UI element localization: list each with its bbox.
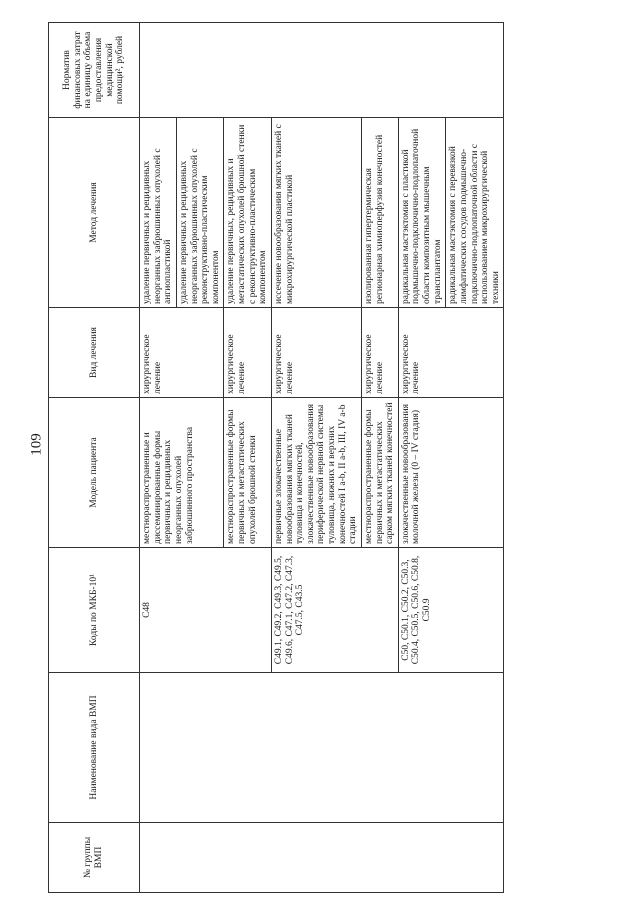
header-norm: Норматив финансовых затрат на единицу объема предоставления медицинской помощи², рублей: [49, 23, 140, 118]
model-cell: местнораспространенные и диссеминированные формы первичных и рецидивных неорганных опухолей забрюшинного пространства: [140, 398, 224, 548]
method-cell: радикальная мастэктомия с пластикой подмышечно-подключично-подлопаточной области композитным мышечным трансплантатом: [398, 118, 446, 308]
method-cell: радикальная мастэктомия с перевязкой лимфатических сосудов подмышечно-подключично-подлопаточной области с использованием микрохирургической техники: [446, 118, 504, 308]
treatment-cell: хирургическое лечение: [398, 308, 504, 398]
treatment-cell: хирургическое лечение: [271, 308, 361, 398]
method-cell: удаление первичных и рецидивных неорганных забрюшинных опухолей с ангиопластикой: [140, 118, 177, 308]
page-number: 109: [28, 433, 45, 456]
model-cell: первичные злокачественные новообразования мягких тканей туловища и конечностей, злокачественные новообразования периферической нервной системы туловища, нижних и верхних конечностей I a-b, II a-b, III, IV a-b стадии: [271, 398, 361, 548]
model-cell: местнораспространенные формы первичных и метастатических сарком мягких тканей конечностей: [361, 398, 398, 548]
group-cell: [140, 823, 504, 893]
treatment-cell: хирургическое лечение: [140, 308, 224, 398]
header-group: № группы ВМП: [49, 823, 140, 893]
method-cell: удаление первичных и рецидивных неорганных забрюшинных опухолей с реконструктивно-пластическим компонентом: [176, 118, 224, 308]
table-header-row: [49, 23, 140, 893]
header-name: Наименование вида ВМП: [49, 673, 140, 823]
header-model: Модель пациента: [49, 398, 140, 548]
method-cell: изолированная гипертермическая регионарная химиоперфузия конечностей: [361, 118, 398, 308]
model-cell: злокачественные новообразования молочной железы (0 – IV стадия): [398, 398, 504, 548]
header-codes: Коды по МКБ-10¹: [49, 548, 140, 673]
model-cell: местнораспространенные формы первичных и метастатических опухолей брюшной стенки: [224, 398, 272, 548]
method-cell: удаление первичных, рецидивных и метастатических опухолей брюшной стенки с реконструктивно-пластическим компонентом: [224, 118, 272, 308]
header-treatment-type: Вид лечения: [49, 308, 140, 398]
treatment-cell: хирургическое лечение: [361, 308, 398, 398]
method-cell: иссечение новообразования мягких тканей с микрохирургической пластикой: [271, 118, 361, 308]
norm-cell: [140, 23, 504, 118]
codes-cell: C49.1, C49.2, C49.3, C49.5, C49.6, C47.1, C47.2, C47.3, C47.5, C43.5: [271, 548, 398, 673]
name-cell: [140, 673, 504, 823]
codes-cell: C48: [140, 548, 272, 673]
rotated-table-wrapper: [48, 23, 633, 893]
treatment-cell: хирургическое лечение: [224, 308, 272, 398]
treatment-table: [48, 22, 504, 893]
header-method: Метод лечения: [49, 118, 140, 308]
codes-cell: C50, C50.1, C50.2, C50.3, C50.4, C50.5, C50.6, C50.8, C50.9: [398, 548, 504, 673]
table-row: [140, 23, 177, 893]
